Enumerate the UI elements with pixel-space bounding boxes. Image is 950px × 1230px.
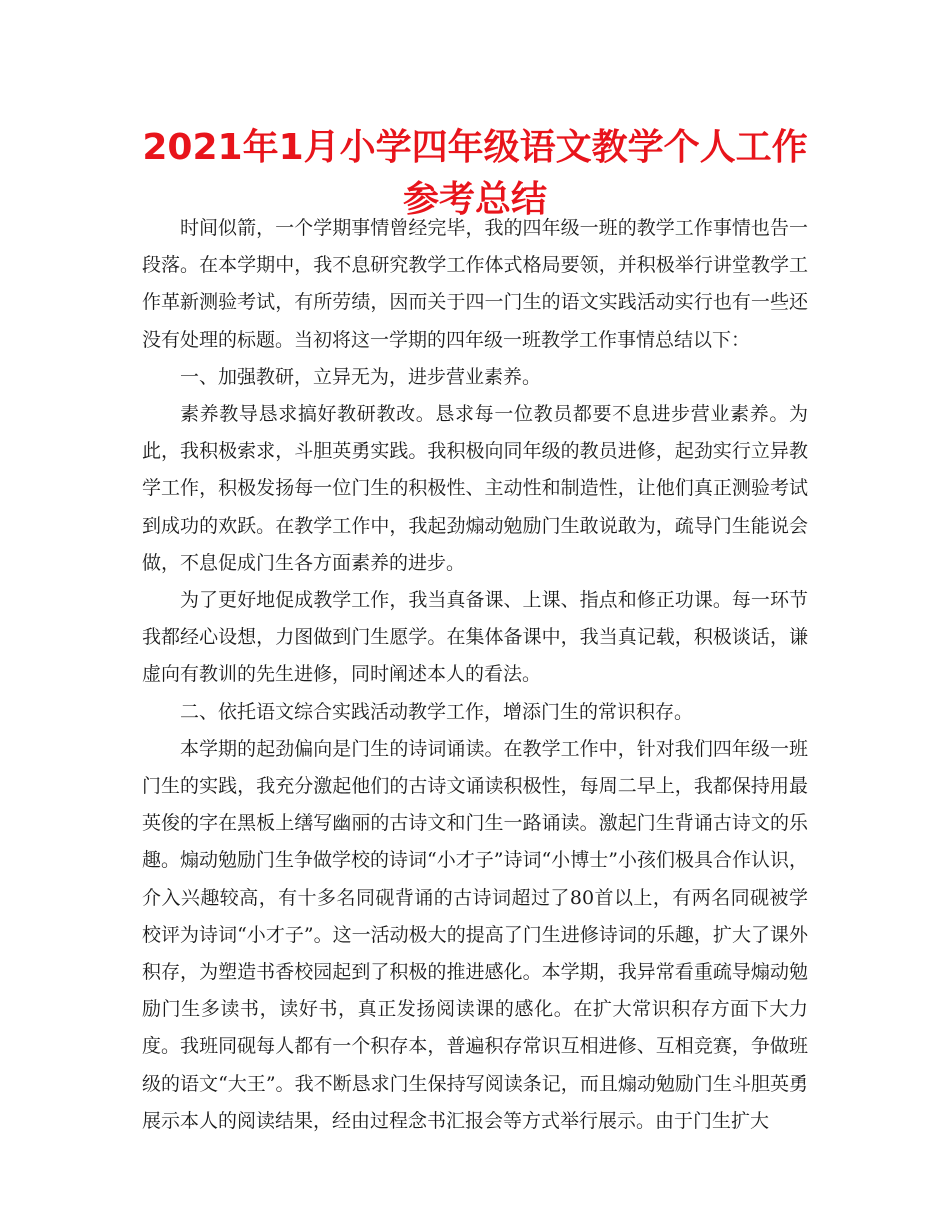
document-body	[142, 210, 808, 1140]
paragraph-section-1-a: 素养教导恳求搞好教研教改。恳求每一位教员都要不息进步营业素养。为此，我积极索求，斗胆英勇实践。我积极向同年级的教员进修，起劲实行立异教学工作，积极发扬每一位门生的积极性、主动性和制造性，让他们真正测验考试到成功的欢跃。在教学工作中，我起劲煽动勉励门生敢说敢为，疏导门生能说会做，不息促成门生各方面素养的进步。	[142, 403, 808, 574]
paragraph-section-1-b: 为了更好地促成教学工作，我当真备课、上课、指点和修正功课。每一环节我都经心设想，力图做到门生愿学。在集体备课中，我当真记载，积极谈话，谦虚向有教训的先生进修，同时阐述本人的看法。	[142, 589, 808, 686]
paragraph-intro: 时间似箭，一个学期事情曾经完毕，我的四年级一班的教学工作事情也告一段落。在本学期中，我不息研究教学工作体式格局要领，并积极举行讲堂教学工作革新测验考试，有所劳绩，因而关于四一门生的语文实践活动实行也有一些还没有处理的标题。当初将这一学期的四年级一班教学工作事情总结以下：	[142, 217, 808, 351]
heading-section-2: 二、依托语文综合实践活动教学工作，增添门生的常识积存。	[180, 700, 694, 723]
heading-section-1: 一、加强教研，立异无为，进步营业素养。	[180, 365, 542, 388]
paragraph-section-2-a: 本学期的起劲偏向是门生的诗词诵读。在教学工作中，针对我们四年级一班门生的实践，我充分激起他们的古诗文诵读积极性，每周二早上，我都保持用最英俊的字在黑板上缮写幽丽的古诗文和门生一路诵读。激起门生背诵古诗文的乐趣。煽动勉励门生争做学校的诗词“小才子”诗词“小博士”小孩们极具合作认识，介入兴趣较高，有十多名同砚背诵的古诗词超过了80首以上，有两名同砚被学校评为诗词“小才子”。这一活动极大的提高了门生进修诗词的乐趣，扩大了课外积存，为塑造书香校园起到了积极的推进感化。本学期，我异常看重疏导煽动勉励门生多读书，读好书，真正发扬阅读课的感化。在扩大常识积存方面下大力度。我班同砚每人都有一个积存本，普遍积存常识互相进修、互相竞赛，争做班级的语文“大王”。我不断恳求门生保持写阅读条记，而且煽动勉励门生斗胆英勇展示本人的阅读结果，经由过程念书汇报会等方式举行展示。由于门生扩大	[142, 737, 808, 1132]
document-title: 2021年1月小学四年级语文教学个人工作参考总结	[142, 127, 808, 220]
